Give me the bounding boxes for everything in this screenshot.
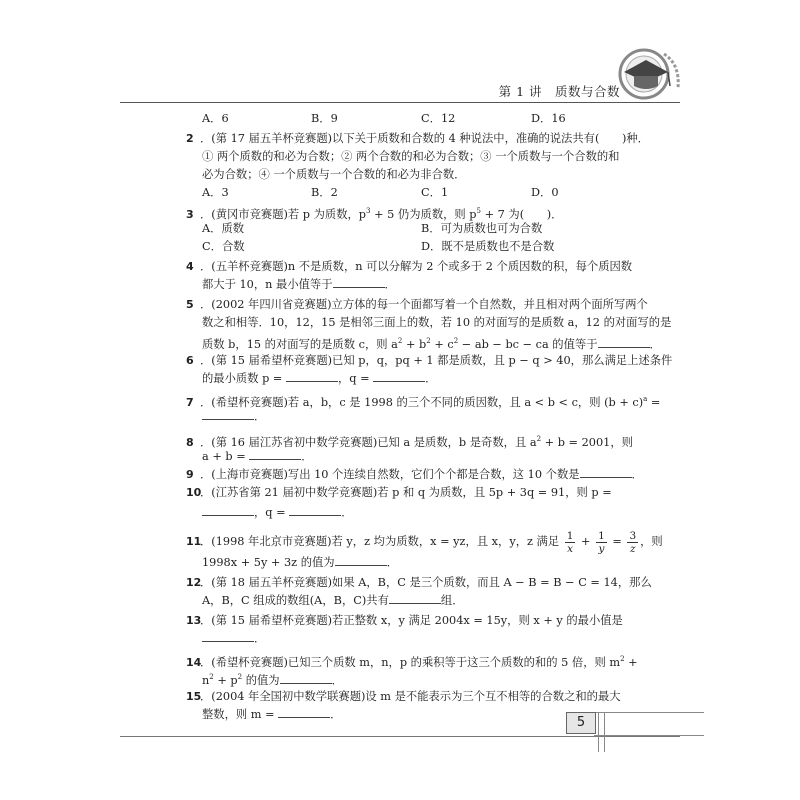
problem-text: ．(第 17 届五羊杯竞赛题)以下关于质数和合数的 4 种说法中，准确的说法共有( )种． <box>200 132 649 145</box>
problem-12-line <box>202 592 464 610</box>
footer-tick <box>604 712 605 752</box>
problem-text: 组． <box>440 594 464 607</box>
problem-number: 11 <box>186 535 202 548</box>
problem-14-line <box>202 668 343 686</box>
problem-7-line <box>186 390 660 408</box>
problem-15-line <box>186 688 621 706</box>
answer-blank[interactable] <box>202 504 254 516</box>
problem-text: ．(希望杯竞赛题)若 a，b，c 是 1998 的三个不同的质因数，且 a < b < c，则 (b + c) <box>200 395 644 409</box>
problem-text: + b <box>402 337 427 351</box>
problem-text: n <box>202 673 210 687</box>
problem-text: = <box>608 535 626 548</box>
problem-5-line: 数之和相等．10，12，15 是相邻三面上的数，若 10 的对面写的是质数 a，12 的对面写的是 <box>202 316 672 329</box>
superscript: 2 <box>536 435 542 443</box>
problem-6-line <box>186 352 672 370</box>
problem-text: ．(第 18 届五羊杯竞赛题)如果 A，B，C 是三个质数，而且 A − B = B − C = 14，那么 <box>200 576 652 589</box>
problem-text: ． <box>425 372 437 385</box>
superscript: a <box>643 395 648 403</box>
problem-text: ． <box>341 506 353 519</box>
problem-text: ．(第 16 届江苏省初中数学竞赛题)已知 a 是质数，b 是奇数，且 a <box>200 435 537 449</box>
problem-text: ．(希望杯竞赛题)已知三个质数 m，n，p 的乘积等于这三个质数的和的 5 倍，则 m <box>200 655 621 669</box>
problem-number: 6 <box>186 354 194 367</box>
problem-text: = <box>647 395 661 409</box>
problem-4-line <box>202 276 396 294</box>
problem-text: ． <box>649 337 661 351</box>
problem-text: ．(第 15 届希望杯竞赛题)若正整数 x，y 满足 2004x = 15y，则 x + y 的最小值是 <box>200 614 623 627</box>
problem-text: − ab − bc − ca 的值等于 <box>458 337 598 351</box>
fraction-denominator: x <box>567 542 574 555</box>
graduation-cap-icon <box>608 44 688 104</box>
footer-bar <box>594 712 704 736</box>
fraction-numerator: 1 <box>598 529 605 542</box>
problem-text: ．(1998 年北京市竞赛题)若 y，z 均为质数，x = yz，且 x，y，z 满足 <box>200 535 563 548</box>
problem-9-line <box>186 466 643 484</box>
problem-text: a + b = <box>202 450 250 463</box>
option: B．2 <box>311 186 338 199</box>
problem-12-line <box>186 574 652 592</box>
problem-number: 2 <box>186 132 194 145</box>
problem-text: ．(2002 年四川省竞赛题)立方体的每一个面都写着一个自然数，并且相对两个面所写两个 <box>200 298 648 311</box>
answer-blank[interactable] <box>278 706 330 718</box>
answer-blank[interactable] <box>580 466 632 478</box>
problem-text: 的最小质数 p = <box>202 372 286 385</box>
superscript: 3 <box>366 207 371 215</box>
option: D．0 <box>531 186 559 199</box>
option: A．6 <box>202 112 229 125</box>
fraction <box>627 530 638 555</box>
problem-text: ． <box>254 632 266 645</box>
problem-number: 7 <box>186 395 194 409</box>
problem-text: ． <box>631 468 643 481</box>
fraction-denominator: y <box>598 542 605 555</box>
option: B．9 <box>311 112 338 125</box>
answer-blank[interactable] <box>335 554 387 566</box>
answer-blank[interactable] <box>202 408 254 420</box>
problem-text: ． <box>331 673 343 687</box>
problem-text: 都大于 10，n 最小值等于 <box>202 278 333 291</box>
answer-blank[interactable] <box>389 592 441 604</box>
answer-blank[interactable] <box>373 370 425 382</box>
problem-number: 12 <box>186 576 202 589</box>
superscript: 2 <box>620 655 625 663</box>
header-divider <box>120 102 680 103</box>
superscript: 5 <box>476 207 481 215</box>
problem-3-line <box>186 202 562 220</box>
problem-5-line <box>202 332 661 350</box>
problem-text: ，q = <box>337 372 374 385</box>
problem-number: 15 <box>186 690 202 703</box>
superscript: 2 <box>426 337 431 345</box>
fraction <box>565 530 576 555</box>
problem-text: + <box>624 655 638 669</box>
superscript: 2 <box>397 337 403 345</box>
problem-10-line <box>186 484 612 502</box>
answer-blank[interactable] <box>598 336 650 348</box>
problem-2-line: ① 两个质数的和必为合数；② 两个合数的和必为合数；③ 一个质数与一个合数的和 <box>202 150 620 163</box>
option: D．既不是质数也不是合数 <box>421 240 555 253</box>
problem-8-line <box>186 430 633 448</box>
problem-10-line <box>202 504 353 522</box>
problem-text: ． <box>386 556 398 569</box>
footer-rule <box>120 736 680 737</box>
problem-text: ． <box>254 410 266 423</box>
problem-text: 1998x + 5y + 3z 的值为 <box>202 556 335 569</box>
problem-number: 13 <box>186 614 202 627</box>
option: C．1 <box>421 186 449 199</box>
problem-text: ．(五羊杯竞赛题)n 不是质数，n 可以分解为 2 个或多于 2 个质因数的积，每个质因数 <box>200 260 633 273</box>
problem-number: 5 <box>186 298 194 311</box>
problem-text: + 5 仍为质数，则 p <box>370 207 477 221</box>
problem-5-line <box>186 296 648 314</box>
problem-text: ．(第 15 届希望杯竞赛题)已知 p，q，pq + 1 都是质数，且 p − q > 40，那么满足上述条件 <box>200 354 673 367</box>
problem-text: ．(江苏省第 21 届初中数学竞赛题)若 p 和 q 为质数，且 5p + 3q = 91，则 p = <box>200 486 612 499</box>
problem-text: ．(黄冈市竞赛题)若 p 为质数，p <box>200 207 367 221</box>
problem-text: + c <box>430 337 454 351</box>
fraction <box>596 530 607 555</box>
option: D．16 <box>531 112 566 125</box>
answer-blank[interactable] <box>202 630 254 642</box>
problem-text: ，q = <box>254 506 290 519</box>
superscript: 2 <box>209 673 214 681</box>
problem-text: + <box>577 535 595 548</box>
chapter-title: 第 1 讲 质数与合数 <box>498 84 620 99</box>
page-number: 5 <box>566 712 596 734</box>
problem-6-line <box>202 370 436 388</box>
problem-number: 3 <box>186 207 194 221</box>
problem-number: 8 <box>186 435 194 449</box>
answer-blank[interactable] <box>280 672 332 684</box>
problem-7-line <box>202 408 265 426</box>
fraction-numerator: 3 <box>629 529 637 542</box>
problem-text: ． <box>330 708 342 721</box>
problem-14-line <box>186 650 638 668</box>
answer-blank[interactable] <box>333 276 385 288</box>
problem-number: 14 <box>186 655 202 669</box>
option: A．3 <box>202 186 229 199</box>
answer-blank[interactable] <box>249 448 301 460</box>
problem-text: 整数，则 m = <box>202 708 279 721</box>
problem-4-line <box>186 258 632 276</box>
problem-text: A，B，C 组成的数组(A，B，C)共有 <box>202 594 389 607</box>
problem-text: ． <box>384 278 396 291</box>
problem-number: 4 <box>186 260 194 273</box>
problem-13-line <box>202 630 265 648</box>
problem-number: 10 <box>186 486 202 499</box>
problem-2-line <box>186 130 649 148</box>
superscript: 2 <box>453 337 459 345</box>
fraction-denominator: z <box>630 542 636 555</box>
problem-number: 9 <box>186 468 194 481</box>
superscript: 2 <box>237 673 243 681</box>
problem-11-line <box>202 554 398 572</box>
problem-text: ． <box>301 450 313 463</box>
problem-text: + b = 2001，则 <box>541 435 633 449</box>
problem-2-line: 必为合数；④ 一个质数与一个合数的和必为非合数． <box>202 168 466 181</box>
option: B．可为质数也可为合数 <box>421 222 543 235</box>
fraction-numerator: 1 <box>566 529 574 542</box>
problem-text: ．(上海市竞赛题)写出 10 个连续自然数，它们个个都是合数，这 10 个数是 <box>200 468 580 481</box>
problem-text: + 7 为( )． <box>481 207 563 221</box>
problem-text: ，则 <box>640 535 663 548</box>
problem-15-line <box>202 706 341 724</box>
answer-blank[interactable] <box>289 504 341 516</box>
answer-blank[interactable] <box>286 370 338 382</box>
problem-text: 质数 b，15 的对面写的是质数 c，则 a <box>202 337 398 351</box>
problem-text: + p <box>213 673 238 687</box>
problem-text: ．(2004 年全国初中数学联赛题)设 m 是不能表示为三个互不相等的合数之和的最大 <box>200 690 621 703</box>
problem-8-line <box>202 448 313 466</box>
option: C．12 <box>421 112 456 125</box>
problem-13-line <box>186 612 623 630</box>
option: C．合数 <box>202 240 245 253</box>
option: A．质数 <box>202 222 245 235</box>
footer-tick <box>598 712 599 752</box>
problem-text: 的值为 <box>242 673 280 687</box>
